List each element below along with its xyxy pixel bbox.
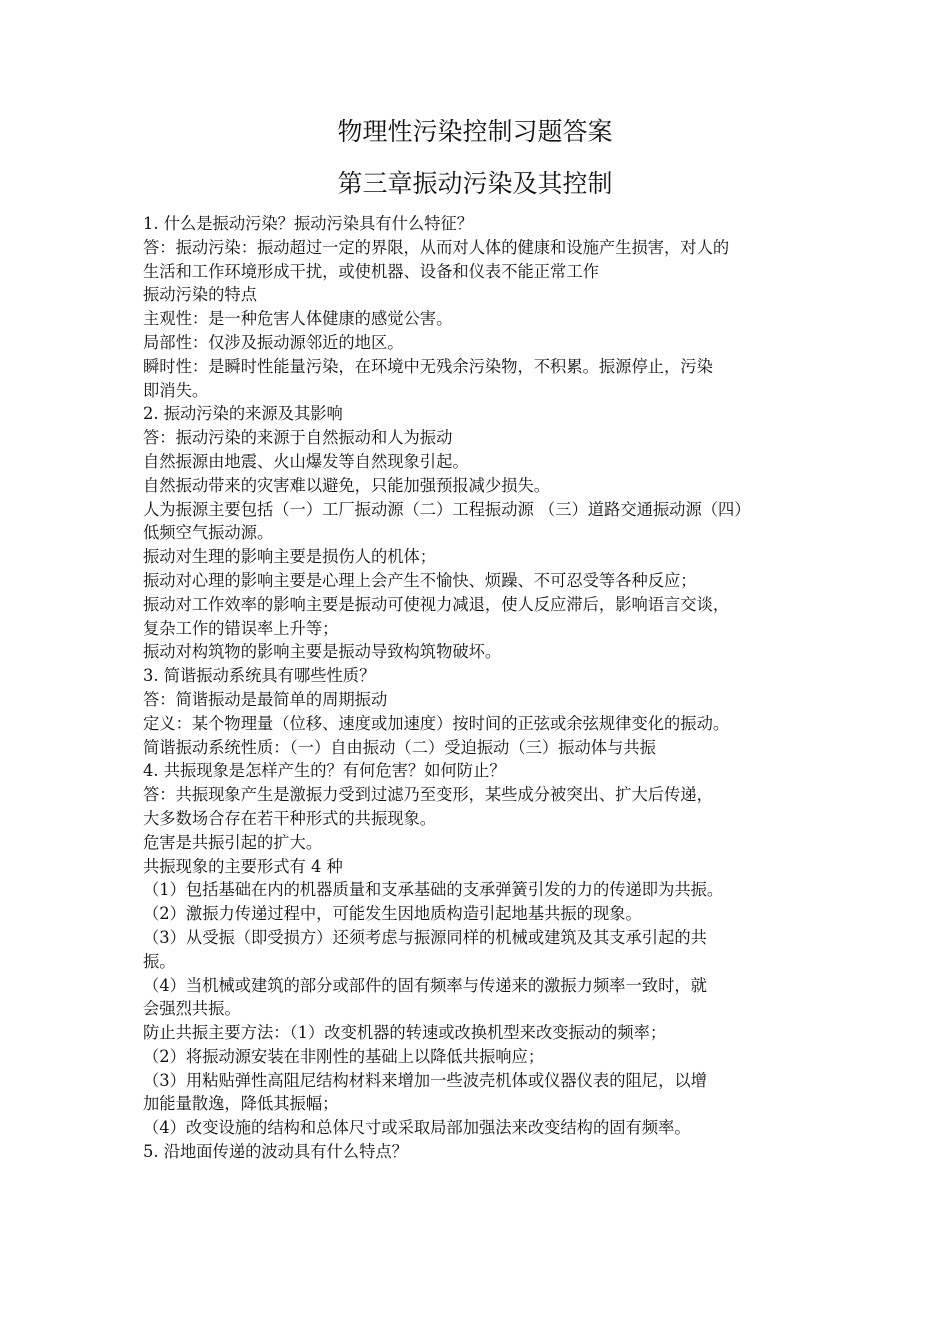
text-line: 共振现象的主要形式有 4 种 — [143, 856, 343, 876]
text-line: 生活和工作环境形成干扰，或使机器、设备和仪表不能正常工作 — [143, 261, 599, 281]
text-line: 防止共振主要方法：（1）改变机器的转速或改换机型来改变振动的频率； — [143, 1023, 667, 1043]
text-line: （3）用粘贴弹性高阻尼结构材料来增加一些波壳机体或仪器仪表的阻尼，以增 — [143, 1070, 707, 1090]
text-line: 大多数场合存在若干种形式的共振现象。 — [143, 808, 437, 828]
document-body — [143, 212, 811, 1164]
text-line: 振动对工作效率的影响主要是振动可使视力减退，使人反应滞后，影响语言交谈， — [143, 594, 730, 614]
text-line: （4）当机械或建筑的部分或部件的固有频率与传递来的激振力频率一致时，就 — [143, 975, 707, 995]
text-line: 即消失。 — [143, 380, 209, 400]
text-line: 简谐振动系统性质：（一）自由振动（二）受迫振动（三）振动体与共振 — [143, 737, 656, 757]
text-line: 局部性：仅涉及振动源邻近的地区。 — [143, 332, 404, 352]
text-line: 主观性：是一种危害人体健康的感觉公害。 — [143, 309, 453, 329]
text-line: （2）将振动源安装在非刚性的基础上以降低共振响应； — [143, 1046, 545, 1066]
text-line: 振动对生理的影响主要是损伤人的机体； — [143, 547, 437, 567]
text-line: 答：振动污染：振动超过一定的界限，从而对人体的健康和设施产生损害，对人的 — [143, 237, 730, 257]
text-line: 人为振源主要包括（一）工厂振动源（二）工程振动源 （三）道路交通振动源（四） — [143, 499, 751, 519]
text-line: 答：共振现象产生是激振力受到过滤乃至变形，某些成分被突出、扩大后传递， — [143, 785, 713, 805]
question-5: 5. 沿地面传递的波动具有什么特点？ — [143, 1142, 408, 1162]
text-line: 振动污染的特点 — [143, 285, 257, 305]
text-line: 瞬时性：是瞬时性能量污染，在环境中无残余污染物，不积累。振源停止，污染 — [143, 356, 713, 376]
text-line: 复杂工作的错误率上升等； — [143, 618, 339, 638]
text-line: 定义：某个物理量（位移、速度或加速度）按时间的正弦或余弦规律变化的振动。 — [143, 713, 730, 733]
text-line: 答：振动污染的来源于自然振动和人为振动 — [143, 428, 453, 448]
text-line: （4）改变设施的结构和总体尺寸或采取局部加强法来改变结构的固有频率。 — [143, 1118, 691, 1138]
text-line: 自然振动带来的灾害难以避免，只能加强预报减少损失。 — [143, 475, 551, 495]
text-line: 振动对心理的影响主要是心理上会产生不愉快、烦躁、不可忍受等各种反应； — [143, 570, 697, 590]
chapter-title: 第三章振动污染及其控制 — [337, 169, 613, 198]
text-line: 加能量散逸，降低其振幅； — [143, 1094, 339, 1114]
text-line: （2）激振力传递过程中，可能发生因地质构造引起地基共振的现象。 — [143, 904, 642, 924]
text-line: 振。 — [143, 951, 176, 971]
text-line: 危害是共振引起的扩大。 — [143, 832, 323, 852]
text-line: （1）包括基础在内的机器质量和支承基础的支承弹簧引发的力的传递即为共振。 — [143, 880, 724, 900]
question-1: 1. 什么是振动污染？振动污染具有什么特征？ — [143, 214, 474, 233]
text-line: 自然振源由地震、火山爆发等自然现象引起。 — [143, 451, 469, 471]
text-line: （3）从受振（即受损方）还须考虑与振源同样的机械或建筑及其支承引起的共 — [143, 927, 707, 947]
text-line: 会强烈共振。 — [143, 999, 241, 1019]
text-line: 振动对构筑物的影响主要是振动导致构筑物破坏。 — [143, 642, 502, 662]
question-2: 2. 振动污染的来源及其影响 — [143, 404, 343, 424]
question-3: 3. 简谐振动系统具有哪些性质？ — [143, 666, 376, 686]
question-4: 4. 共振现象是怎样产生的？有何危害？如何防止？ — [143, 761, 506, 781]
text-line: 答：简谐振动是最简单的周期振动 — [143, 689, 388, 709]
text-line: 低频空气振动源。 — [143, 523, 274, 543]
document-title: 物理性污染控制习题答案 — [337, 117, 613, 146]
